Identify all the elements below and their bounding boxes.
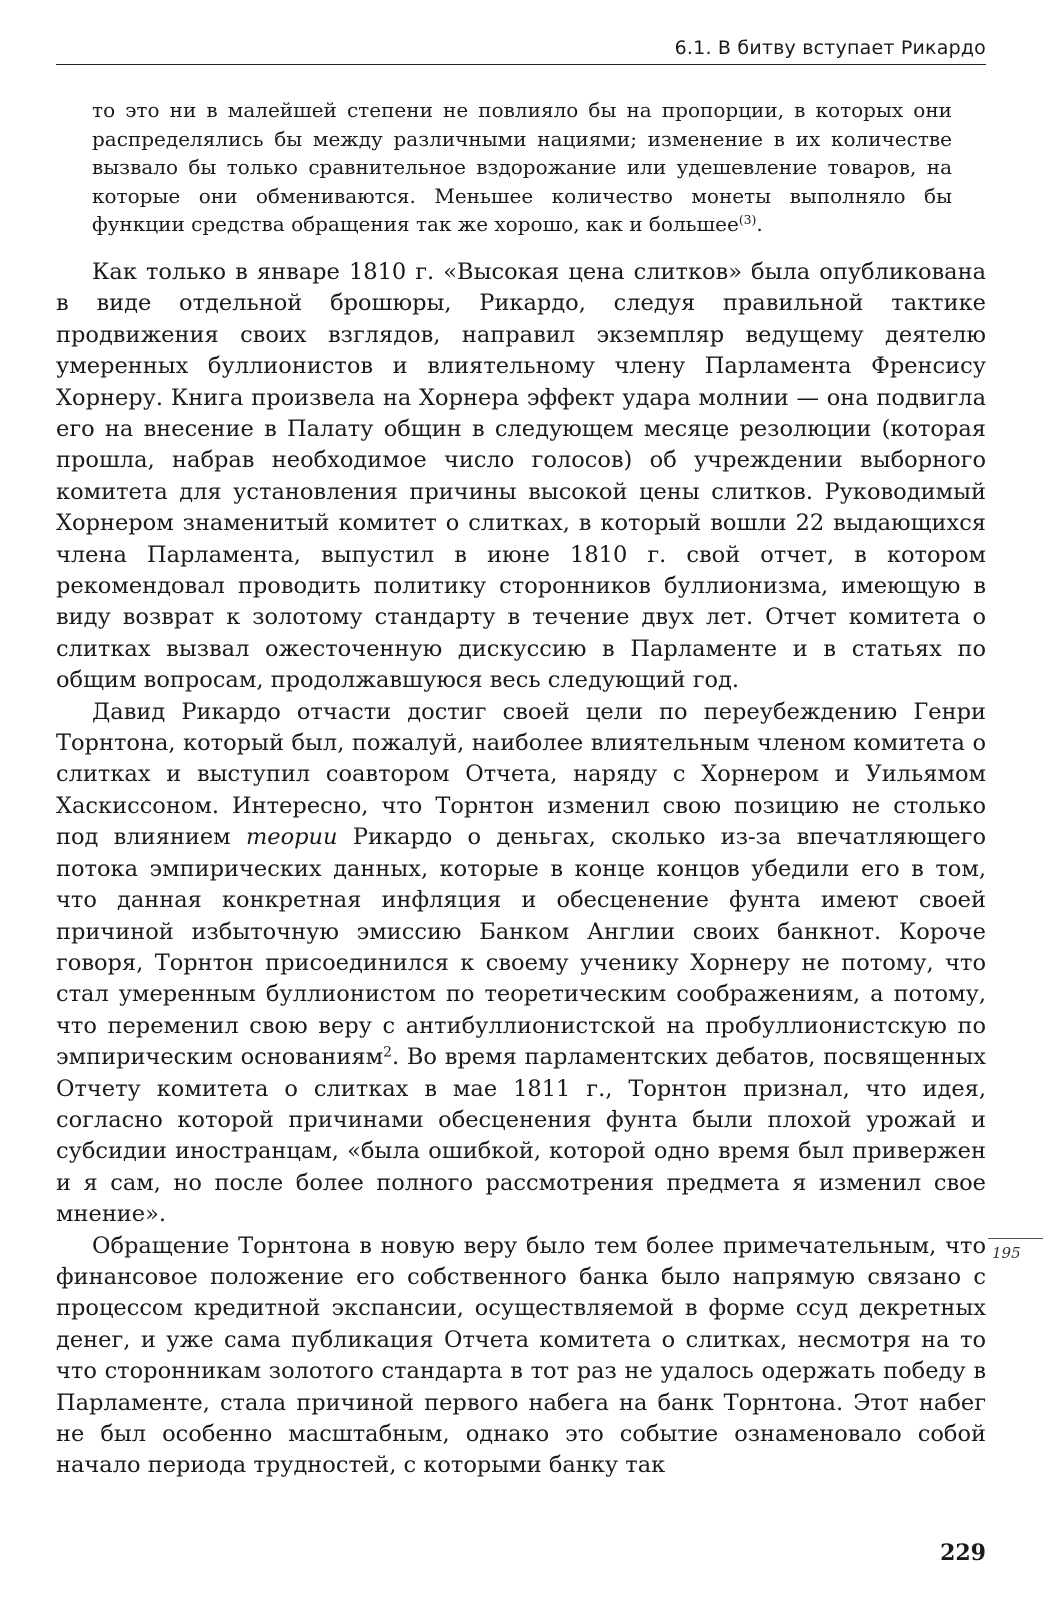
paragraph-3: Обращение Торнтона в новую веру было тем более примечательным, что финансовое положение его собственного банка было напрямую связано с процессом кредитной экспансии, осуществляемой в форме ссуд декретных денег, и уже сама публикация Отчета комитета о слитках, несмотря на то что сторонникам золотого стандарта в тот раз не удалось одержать победу в Парламенте, стала причиной первого набега на банк Торнтона. Этот набег не был особенно масштабным, однако это событие ознаменовало собой начало периода трудностей, с которыми банку так (56, 1232, 986, 1479)
page-number: 229 (940, 1540, 986, 1566)
quote-end: . (756, 212, 763, 237)
block-quote (56, 96, 986, 239)
paragraph-1: Как только в январе 1810 г. «Высокая цена слитков» была опубликована в виде отдельной брошюры, Рикардо, следуя правильной тактике продвижения своих взглядов, направил экземпляр ведущему деятелю умеренных буллионистов и влиятельному члену Парламента Френсису Хорнеру. Книга произвела на Хорнера эффект удара молнии — она подвигла его на внесение в Палату общин в следующем месяце резолюции (которая прошла, набрав необходимое число голосов) об учреждении выборного комитета для установления причины высокой цены слитков. Руководимый Хорнером знаменитый комитет о слитках, в который вошли 22 выдающихся члена Парламента, выпустил в июне 1810 г. свой отчет, в котором рекомендовал проводить политику сторонников буллионизма, имеющую в виду возврат к золотому стандарту в течение двух лет. Отчет комитета о слитках вызвал ожесточенную дискуссию в Парламенте и в статьях по общим вопросам, продолжавшуюся весь следующий год. (56, 258, 986, 694)
paragraph-2-emphasis: теории (245, 824, 338, 851)
paragraph-2-text-a: Давид Рикардо отчасти достиг своей цели по переубеждению Генри Торнтона, который был, пожалуй, наиболее влиятельным членом комитета о слитках и выступил соавтором Отчета, наряду с Хорнером и Уильямом Хаскиссоном. Интересно, что Торнтон изменил свою позицию не столько под влиянием (56, 698, 986, 851)
quote-note-reference: (3) (738, 212, 757, 228)
running-header (56, 34, 986, 65)
paragraph-2-text-b: Рикардо о деньгах, сколько из-за впечатляющего потока эмпирических данных, которые в конце концов убедили его в том, что данная конкретная инфляция и обесценение фунта имеют своей причиной избыточную эмиссию Банком Англии своих банкнот. Короче говоря, Торнтон присоединился к своему ученику Хорнеру не потому, что стал умеренным буллионистом по теоретическим соображениям, а потому, что переменил свою веру с антибуллионистской на пробуллионистскую по эмпирическим основаниям (56, 824, 986, 1071)
page-body (56, 96, 986, 1482)
paragraph-2 (56, 697, 986, 1231)
paragraph-2-text-c: . Во время парламентских дебатов, посвященных Отчету комитета о слитках в мае 1811 г., Торнтон признал, что идея, согласно которой причинами обесценения фунта были плохой урожай и субсидии иностранцам, «была ошибкой, которой одно время был привержен и я сам, но после более полного рассмотрения предмета я изменил свое мнение». (56, 1044, 986, 1228)
quote-text: то это ни в малейшей степени не повлияло бы на пропорции, в которых они распределялись бы между различными нациями; изменение в их количестве вызвало бы только сравнительное вздорожание или удешевление товаров, на которые они обмениваются. Меньшее количество монеты выполняло бы функции средства обращения так же хорошо, как и большее (92, 98, 952, 237)
chapter-section-title: 6.1. В битву вступает Рикардо (674, 37, 986, 59)
footnote-reference: 2 (383, 1044, 392, 1061)
original-page-marker: 195 (988, 1238, 1043, 1262)
